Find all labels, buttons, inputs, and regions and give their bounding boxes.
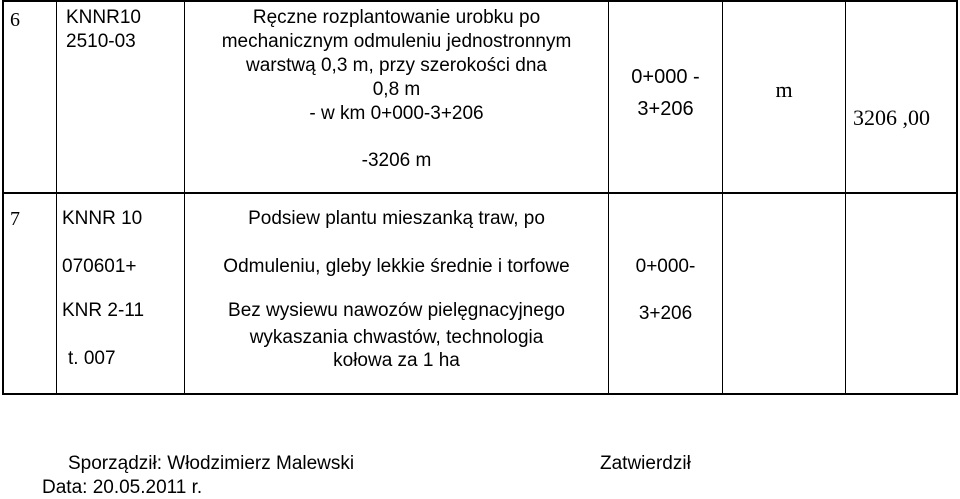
prepared-by: Sporządził: Włodzimierz Malewski: [68, 453, 355, 474]
row6-km-line2: 3+206: [637, 98, 694, 120]
table-border-left: [2, 0, 4, 395]
row7-code-line3: KNR 2-11: [62, 300, 145, 321]
table-border-bottom: [2, 393, 958, 395]
row6-code-line1: KNNR10: [66, 7, 141, 28]
row6-lp: 6: [10, 9, 20, 31]
row7-desc-line5: kołowa za 1 ha: [333, 350, 460, 371]
row7-code-line1: KNNR 10: [62, 208, 143, 229]
row7-desc-line4: wykaszania chwastów, technologia: [249, 327, 544, 348]
row6-quantity: 3206 ,00: [853, 105, 930, 130]
row7-km-line1: 0+000-: [635, 256, 696, 277]
row6-desc-line1: Ręczne rozplantowanie urobku po: [252, 7, 541, 28]
document-date: Data: 20.05.2011 r.: [42, 477, 203, 498]
row6-unit: m: [775, 77, 793, 102]
column-divider-4: [722, 0, 723, 395]
column-divider-5: [845, 0, 846, 395]
row6-desc-extra: -3206 m: [361, 150, 432, 171]
table-border-top: [2, 0, 958, 2]
row6-desc-line2: mechanicznym odmuleniu jednostronnym: [221, 31, 572, 52]
row6-km-line1: 0+000 -: [631, 66, 700, 88]
table-border-right: [956, 0, 958, 395]
approved-by: Zatwierdził: [600, 453, 691, 474]
row7-lp: 7: [10, 208, 20, 230]
row7-desc-line3: Bez wysiewu nawozów pielęgnacyjnego: [228, 300, 565, 321]
table-row-divider: [2, 192, 958, 194]
row7-desc-line1: Podsiew plantu mieszanką traw, po: [248, 208, 545, 229]
row7-code-line4: t. 007: [68, 348, 116, 369]
row7-desc-line2: Odmuleniu, gleby lekkie średnie i torfowe: [223, 256, 570, 277]
row6-code-line2: 2510-03: [66, 31, 136, 52]
row6-desc-line5: - w km 0+000-3+206: [309, 103, 484, 124]
column-divider-3: [608, 0, 609, 395]
row6-desc-line3: warstwą 0,3 m, przy szerokości dna: [246, 55, 547, 76]
row7-km-line2: 3+206: [638, 303, 693, 324]
column-divider-1: [56, 0, 57, 395]
row6-desc-line4: 0,8 m: [372, 79, 421, 100]
row7-code-line2: 070601+: [62, 256, 137, 277]
